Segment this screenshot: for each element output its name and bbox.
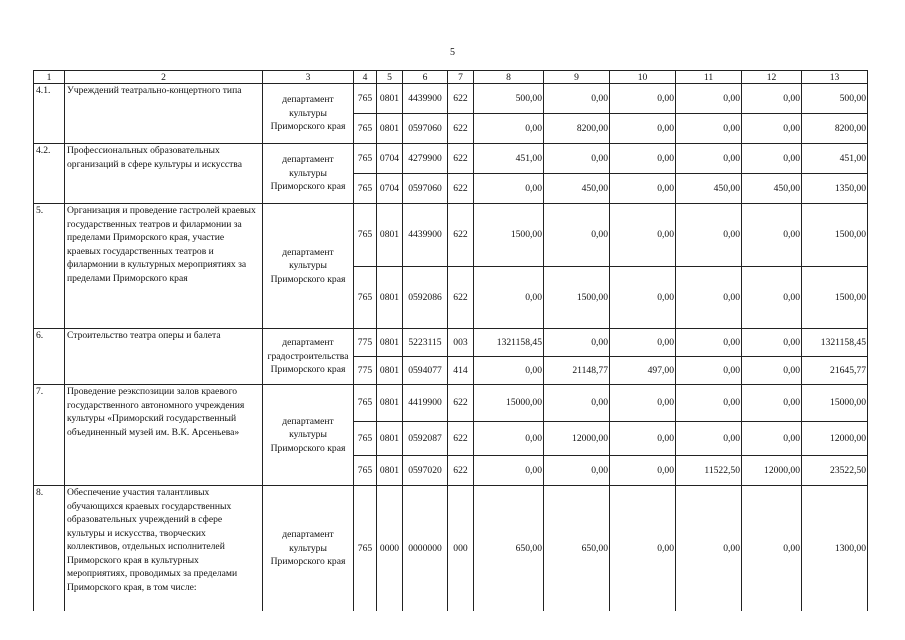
code-cell-c6: 4439900: [403, 204, 448, 267]
amount-cell-v10: 0,00: [610, 84, 676, 114]
amount-cell-v8: 451,00: [474, 144, 544, 174]
amount-cell-v8: 1500,00: [474, 204, 544, 267]
amount-cell-v13: 21645,77: [802, 357, 868, 385]
amount-cell-v10: 0,00: [610, 486, 676, 611]
amount-cell-v10: 0,00: [610, 204, 676, 267]
code-cell-c4: 765: [354, 174, 377, 204]
code-cell-c4: 765: [354, 267, 377, 329]
department-name: департамент культуры Приморского края: [263, 486, 354, 611]
code-cell-c4: 765: [354, 422, 377, 456]
code-cell-c4: 775: [354, 329, 377, 357]
code-cell-c5: 0801: [377, 267, 403, 329]
code-cell-c6: 0592087: [403, 422, 448, 456]
amount-cell-v12: 450,00: [742, 174, 802, 204]
amount-cell-v13: 500,00: [802, 84, 868, 114]
amount-cell-v11: 11522,50: [676, 456, 742, 486]
amount-cell-v10: 0,00: [610, 144, 676, 174]
amount-cell-v9: 0,00: [544, 456, 610, 486]
department-name: департамент культуры Приморского края: [263, 144, 354, 204]
amount-cell-v10: 0,00: [610, 174, 676, 204]
code-cell-c6: 4439900: [403, 84, 448, 114]
code-cell-c7: 622: [448, 385, 474, 422]
code-cell-c4: 765: [354, 144, 377, 174]
amount-cell-v12: 0,00: [742, 385, 802, 422]
column-header: 12: [742, 71, 802, 84]
column-header: 13: [802, 71, 868, 84]
amount-cell-v8: 500,00: [474, 84, 544, 114]
amount-cell-v11: 450,00: [676, 174, 742, 204]
code-cell-c7: 003: [448, 329, 474, 357]
department-name: департамент градостроительства Приморского края: [263, 329, 354, 385]
amount-cell-v11: 0,00: [676, 385, 742, 422]
activity-name: Обеспечение участия талантливых обучающихся краевых государственных образовательных учреждений в сфере культуры и искусства, творческих коллективов, отдельных исполнителей Приморского края в культурных мероприятиях, проводимых за пределами Приморского края, в том числе:: [65, 486, 263, 611]
code-cell-c5: 0801: [377, 456, 403, 486]
amount-cell-v13: 1300,00: [802, 486, 868, 611]
code-cell-c5: 0704: [377, 174, 403, 204]
code-cell-c7: 622: [448, 174, 474, 204]
amount-cell-v11: 0,00: [676, 422, 742, 456]
column-header: 7: [448, 71, 474, 84]
amount-cell-v12: 0,00: [742, 144, 802, 174]
amount-cell-v13: 12000,00: [802, 422, 868, 456]
amount-cell-v13: 8200,00: [802, 114, 868, 144]
amount-cell-v9: 650,00: [544, 486, 610, 611]
amount-cell-v10: 0,00: [610, 456, 676, 486]
code-cell-c6: 5223115: [403, 329, 448, 357]
amount-cell-v9: 8200,00: [544, 114, 610, 144]
amount-cell-v9: 21148,77: [544, 357, 610, 385]
activity-name: Учреждений театрально-концертного типа: [65, 84, 263, 144]
amount-cell-v12: 0,00: [742, 114, 802, 144]
table-row: [34, 385, 868, 422]
code-cell-c7: 000: [448, 486, 474, 611]
amount-cell-v9: 0,00: [544, 84, 610, 114]
amount-cell-v13: 1321158,45: [802, 329, 868, 357]
amount-cell-v10: 0,00: [610, 385, 676, 422]
code-cell-c6: 4279900: [403, 144, 448, 174]
row-number: 6.: [34, 329, 65, 385]
code-cell-c6: 0592086: [403, 267, 448, 329]
column-header: 4: [354, 71, 377, 84]
column-header: 3: [263, 71, 354, 84]
code-cell-c5: 0801: [377, 357, 403, 385]
amount-cell-v11: 0,00: [676, 114, 742, 144]
code-cell-c7: 622: [448, 422, 474, 456]
amount-cell-v10: 0,00: [610, 422, 676, 456]
activity-name: Строительство театра оперы и балета: [65, 329, 263, 385]
amount-cell-v13: 1500,00: [802, 204, 868, 267]
amount-cell-v9: 0,00: [544, 385, 610, 422]
amount-cell-v12: 0,00: [742, 267, 802, 329]
amount-cell-v13: 1350,00: [802, 174, 868, 204]
amount-cell-v10: 0,00: [610, 114, 676, 144]
activity-name: Организация и проведение гастролей краевых государственных театров и филармонии за пределами Приморского края, участие краевых государственных театров и филармонии в культурных мероприятиях за пределами Приморского края: [65, 204, 263, 329]
amount-cell-v9: 1500,00: [544, 267, 610, 329]
table-row: [34, 486, 868, 611]
amount-cell-v9: 0,00: [544, 144, 610, 174]
amount-cell-v9: 0,00: [544, 204, 610, 267]
amount-cell-v11: 0,00: [676, 267, 742, 329]
amount-cell-v12: 0,00: [742, 84, 802, 114]
amount-cell-v8: 0,00: [474, 422, 544, 456]
amount-cell-v8: 0,00: [474, 357, 544, 385]
amount-cell-v8: 0,00: [474, 267, 544, 329]
code-cell-c6: 4419900: [403, 385, 448, 422]
header-row: [34, 71, 868, 84]
amount-cell-v13: 15000,00: [802, 385, 868, 422]
code-cell-c4: 765: [354, 114, 377, 144]
code-cell-c7: 622: [448, 84, 474, 114]
code-cell-c4: 765: [354, 456, 377, 486]
code-cell-c6: 0597020: [403, 456, 448, 486]
amount-cell-v12: 12000,00: [742, 456, 802, 486]
column-header: 9: [544, 71, 610, 84]
amount-cell-v11: 0,00: [676, 357, 742, 385]
code-cell-c4: 775: [354, 357, 377, 385]
column-header: 2: [65, 71, 263, 84]
code-cell-c4: 765: [354, 204, 377, 267]
column-header: 11: [676, 71, 742, 84]
amount-cell-v11: 0,00: [676, 144, 742, 174]
amount-cell-v8: 650,00: [474, 486, 544, 611]
budget-table: [33, 70, 868, 611]
amount-cell-v8: 0,00: [474, 456, 544, 486]
table-row: [34, 204, 868, 267]
row-number: 7.: [34, 385, 65, 486]
department-name: департамент культуры Приморского края: [263, 204, 354, 329]
code-cell-c5: 0801: [377, 329, 403, 357]
amount-cell-v10: 497,00: [610, 357, 676, 385]
row-number: 4.1.: [34, 84, 65, 144]
table-row: [34, 144, 868, 174]
amount-cell-v11: 0,00: [676, 84, 742, 114]
code-cell-c4: 765: [354, 84, 377, 114]
column-header: 5: [377, 71, 403, 84]
code-cell-c6: 0000000: [403, 486, 448, 611]
activity-name: Проведение реэкспозиции залов краевого государственного автономного учреждения культуры «Приморский государственный объединенный музей им. В.К. Арсеньева»: [65, 385, 263, 486]
code-cell-c7: 414: [448, 357, 474, 385]
column-header: 1: [34, 71, 65, 84]
code-cell-c7: 622: [448, 204, 474, 267]
code-cell-c5: 0000: [377, 486, 403, 611]
code-cell-c4: 765: [354, 385, 377, 422]
code-cell-c5: 0801: [377, 422, 403, 456]
code-cell-c5: 0801: [377, 385, 403, 422]
code-cell-c5: 0801: [377, 204, 403, 267]
amount-cell-v11: 0,00: [676, 204, 742, 267]
code-cell-c6: 0597060: [403, 174, 448, 204]
table-row: [34, 84, 868, 114]
department-name: департамент культуры Приморского края: [263, 84, 354, 144]
amount-cell-v13: 23522,50: [802, 456, 868, 486]
amount-cell-v9: 0,00: [544, 329, 610, 357]
amount-cell-v12: 0,00: [742, 486, 802, 611]
row-number: 4.2.: [34, 144, 65, 204]
code-cell-c5: 0704: [377, 144, 403, 174]
amount-cell-v9: 12000,00: [544, 422, 610, 456]
code-cell-c6: 0597060: [403, 114, 448, 144]
amount-cell-v12: 0,00: [742, 329, 802, 357]
amount-cell-v13: 1500,00: [802, 267, 868, 329]
page-number: 5: [450, 47, 455, 58]
department-name: департамент культуры Приморского края: [263, 385, 354, 486]
amount-cell-v11: 0,00: [676, 329, 742, 357]
amount-cell-v10: 0,00: [610, 267, 676, 329]
table-body: [34, 71, 868, 611]
amount-cell-v10: 0,00: [610, 329, 676, 357]
row-number: 5.: [34, 204, 65, 329]
row-number: 8.: [34, 486, 65, 611]
code-cell-c6: 0594077: [403, 357, 448, 385]
amount-cell-v12: 0,00: [742, 422, 802, 456]
code-cell-c7: 622: [448, 114, 474, 144]
amount-cell-v12: 0,00: [742, 357, 802, 385]
amount-cell-v8: 1321158,45: [474, 329, 544, 357]
amount-cell-v9: 450,00: [544, 174, 610, 204]
column-header: 10: [610, 71, 676, 84]
amount-cell-v13: 451,00: [802, 144, 868, 174]
column-header: 6: [403, 71, 448, 84]
code-cell-c5: 0801: [377, 114, 403, 144]
code-cell-c7: 622: [448, 144, 474, 174]
code-cell-c7: 622: [448, 267, 474, 329]
column-header: 8: [474, 71, 544, 84]
amount-cell-v8: 0,00: [474, 174, 544, 204]
code-cell-c4: 765: [354, 486, 377, 611]
amount-cell-v8: 15000,00: [474, 385, 544, 422]
code-cell-c5: 0801: [377, 84, 403, 114]
table-row: [34, 329, 868, 357]
amount-cell-v12: 0,00: [742, 204, 802, 267]
amount-cell-v8: 0,00: [474, 114, 544, 144]
amount-cell-v11: 0,00: [676, 486, 742, 611]
code-cell-c7: 622: [448, 456, 474, 486]
activity-name: Профессиональных образовательных организаций в сфере культуры и искусства: [65, 144, 263, 204]
